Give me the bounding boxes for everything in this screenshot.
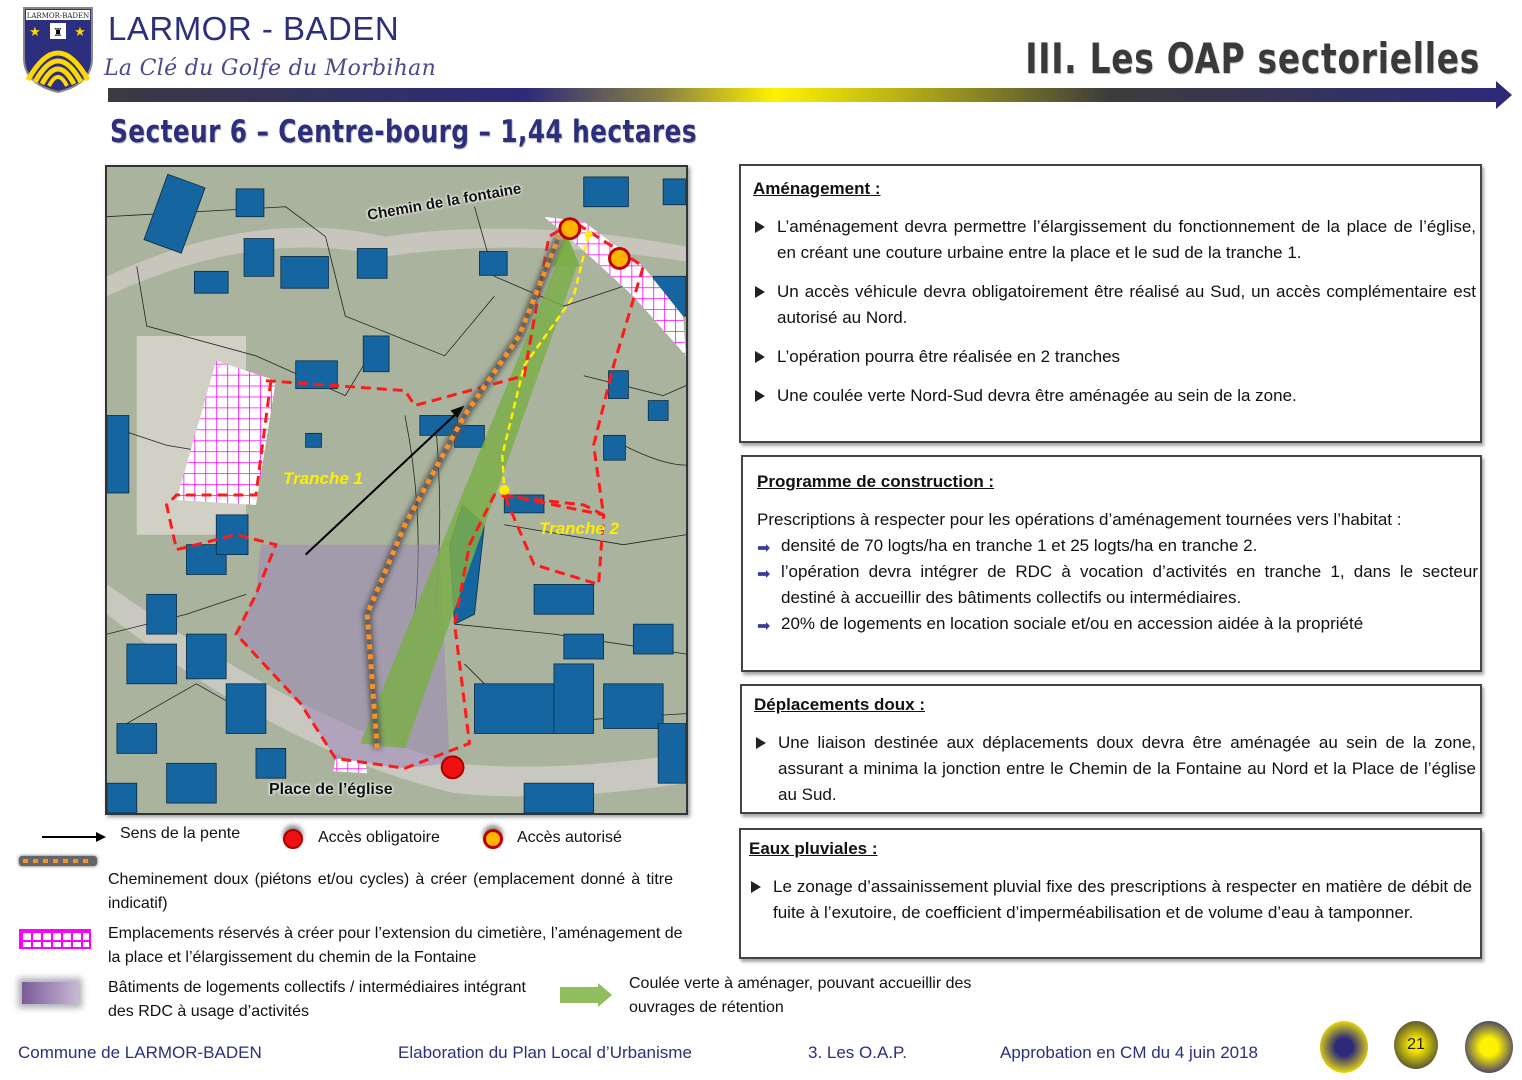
slope-legend-arrowhead-icon xyxy=(96,832,106,842)
arrow-bullet-icon: ➡ xyxy=(757,618,771,635)
triangle-bullet-icon xyxy=(755,390,765,402)
eaux-pluviales-box xyxy=(739,828,1482,959)
map-label-tranche-2: Tranche 2 xyxy=(539,519,620,538)
programme-intro: Prescriptions à respecter pour les opérations d’aménagement tournées vers l’habitat : xyxy=(757,510,1402,529)
arrow-bullet-icon: ➡ xyxy=(757,540,771,557)
brand-title: LARMOR - BADEN xyxy=(108,10,400,47)
triangle-bullet-icon xyxy=(755,221,765,233)
footer-elaboration: Elaboration du Plan Local d’Urbanisme xyxy=(398,1043,692,1062)
eaux-title: Eaux pluviales : xyxy=(749,839,878,858)
deplacements-list xyxy=(754,730,1476,808)
list-item-text: L’opération pourra être réalisée en 2 tranches xyxy=(777,347,1121,366)
allowed-access-icon xyxy=(560,219,580,239)
list-item-text: densité de 70 logts/ha en tranche 1 et 25 logts/ha en tranche 2. xyxy=(781,536,1258,555)
list-item xyxy=(757,533,1478,559)
header-gradient-bar xyxy=(108,88,1498,102)
green-corridor-legend-arrowhead-icon xyxy=(598,983,612,1007)
svg-text:★: ★ xyxy=(74,24,86,39)
list-item-text: Le zonage d’assainissement pluvial fixe des prescriptions à respecter en matière de débit de fuite à l’exutoire, de coefficient d’imperméabilisation et de volume d’eau à tamponner. xyxy=(773,877,1472,922)
allowed-access-icon xyxy=(610,248,630,268)
amenagement-list xyxy=(753,214,1476,409)
deplacements-title: Déplacements doux : xyxy=(754,695,925,714)
yellow-node xyxy=(585,231,593,239)
map-label-tranche-1: Tranche 1 xyxy=(283,469,364,488)
list-item xyxy=(753,214,1476,266)
list-item xyxy=(757,611,1478,637)
amenagement-title: Aménagement : xyxy=(753,179,881,198)
reserved-zone-legend-icon xyxy=(19,929,91,949)
list-item-text: l’opération devra intégrer de RDC à vocation d’activités en tranche 1, dans le secteur destiné à accueillir des bâtiments collectifs ou intermédiaires. xyxy=(781,562,1478,607)
decorative-ball-icon xyxy=(1320,1021,1368,1073)
triangle-bullet-icon xyxy=(756,737,766,749)
larmor-baden-shield-logo xyxy=(22,6,94,94)
programme-title: Programme de construction : xyxy=(757,472,995,491)
list-item-text: Une coulée verte Nord-Sud devra être aménagée au sein de la zone. xyxy=(777,386,1297,405)
footer-commune: Commune de LARMOR-BADEN xyxy=(18,1043,262,1062)
arrow-bullet-icon: ➡ xyxy=(757,566,771,583)
list-item-text: L’aménagement devra permettre l’élargissement du fonctionnement de la place de l’église, en créant une couture urbaine entre la place et le sud de la tranche 1. xyxy=(777,217,1476,262)
page-number: 21 xyxy=(1407,1036,1425,1053)
map-label-place: Place de l’église xyxy=(269,781,393,798)
decorative-ball-icon xyxy=(1465,1021,1513,1073)
list-item xyxy=(753,279,1476,331)
triangle-bullet-icon xyxy=(751,881,761,893)
mandatory-access-legend-icon xyxy=(283,829,303,849)
deplacements-box xyxy=(740,684,1482,814)
programme-box xyxy=(741,455,1482,672)
legend-reserved: Emplacements réservés à créer pour l’extension du cimetière, l’aménagement de la place et l’élargissement du chemin de la Fontaine xyxy=(108,925,683,966)
triangle-bullet-icon xyxy=(755,286,765,298)
programme-list xyxy=(757,533,1478,637)
legend-buildings: Bâtiments de logements collectifs / intermédiaires intégrant des RDC à usage d’activités xyxy=(108,979,526,1020)
eaux-list xyxy=(749,874,1472,926)
section-title: Secteur 6 – Centre-bourg – 1,44 hectares xyxy=(110,114,697,150)
yellow-node xyxy=(499,485,509,495)
header-arrow-icon xyxy=(1496,81,1512,109)
allowed-access-legend-icon xyxy=(483,829,503,849)
list-item xyxy=(754,730,1476,808)
legend-mandatory-access: Accès obligatoire xyxy=(318,829,440,846)
slope-legend-arrow-icon xyxy=(42,836,98,838)
triangle-bullet-icon xyxy=(755,351,765,363)
oap-map xyxy=(105,165,688,815)
collective-buildings-legend-icon xyxy=(22,982,78,1004)
map-label-chemin: Chemin de la fontaine xyxy=(366,180,523,224)
list-item xyxy=(753,383,1476,409)
list-item-text: 20% de logements en location sociale et/ou en accession aidée à la propriété xyxy=(781,614,1364,633)
legend-allowed-access: Accès autorisé xyxy=(517,829,622,846)
list-item-text: Une liaison destinée aux déplacements doux devra être aménagée au sein de la zone, assurant a minima la jonction entre le Chemin de la Fontaine au Nord et la Place de l’église au Sud. xyxy=(778,733,1476,804)
list-item xyxy=(753,344,1476,370)
legend-slope: Sens de la pente xyxy=(120,825,241,842)
svg-text:★: ★ xyxy=(29,24,41,39)
legend-green-corridor: Coulée verte à aménager, pouvant accueillir des ouvrages de rétention xyxy=(629,975,972,1016)
map-drawing xyxy=(107,167,686,813)
green-corridor-legend-icon xyxy=(560,987,600,1003)
list-item-text: Un accès véhicule devra obligatoirement être réalisé au Sud, un accès complémentaire est autorisé au Nord. xyxy=(777,282,1476,327)
shield-label: LARMOR-BADEN xyxy=(26,12,90,20)
soft-path-legend-icon xyxy=(19,856,97,866)
list-item xyxy=(757,559,1478,611)
mandatory-access-icon xyxy=(442,756,464,778)
amenagement-box xyxy=(739,164,1482,443)
footer-approval: Approbation en CM du 4 juin 2018 xyxy=(1000,1043,1259,1062)
list-item xyxy=(749,874,1472,926)
svg-text:♜: ♜ xyxy=(53,27,63,39)
footer-section: 3. Les O.A.P. xyxy=(808,1043,907,1062)
brand-subtitle: La Clé du Golfe du Morbihan xyxy=(104,56,437,81)
legend-soft-path: Cheminement doux (piétons et/ou cycles) à créer (emplacement donné à titre indicatif) xyxy=(108,871,673,912)
page-title: III. Les OAP sectorielles xyxy=(1025,34,1480,83)
